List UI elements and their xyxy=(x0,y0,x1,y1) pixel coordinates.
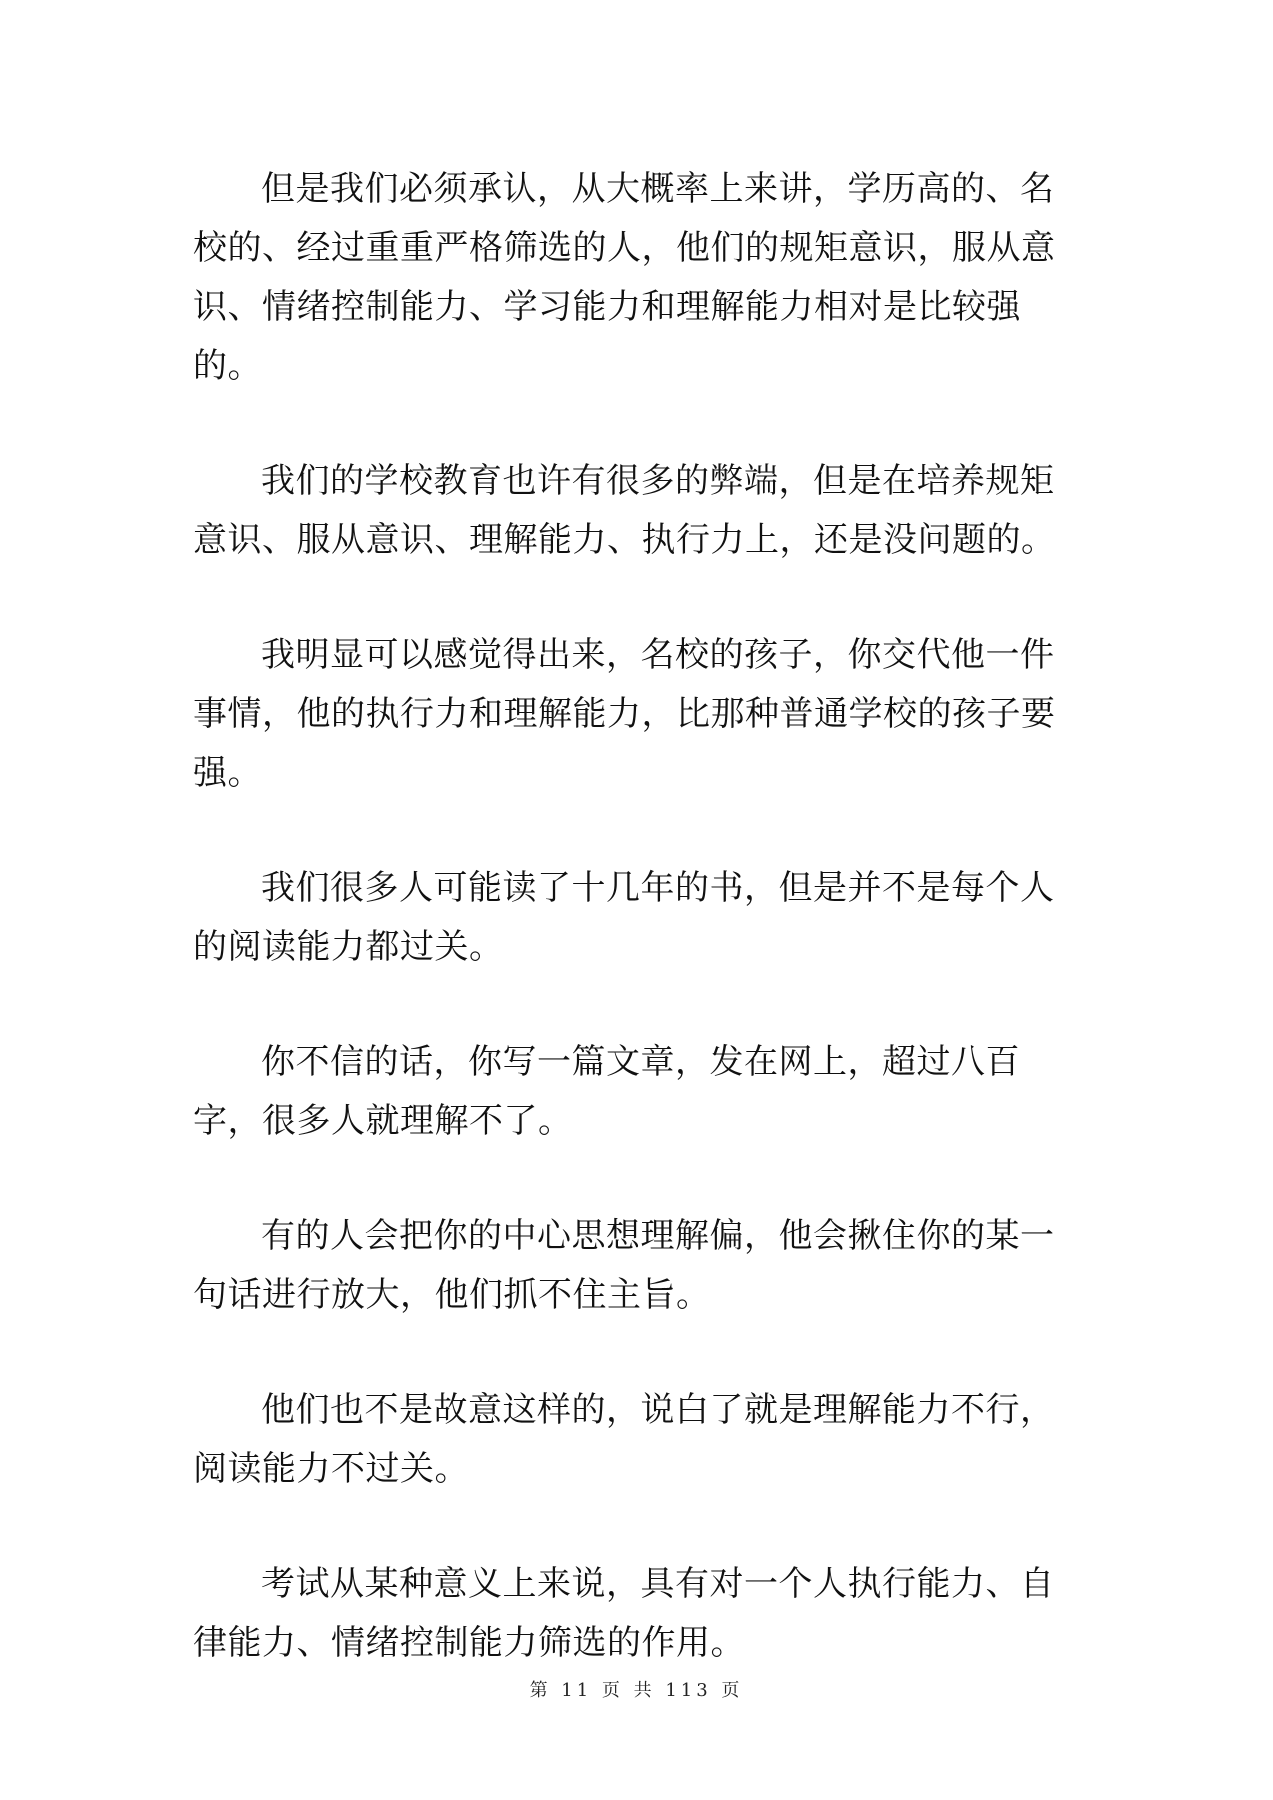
page-number-footer: 第 11 页 共 113 页 xyxy=(529,1680,744,1701)
paragraph: 我明显可以感觉得出来，名校的孩子，你交代他一件事情，他的执行力和理解能力，比那种普通学校的孩子要强。 xyxy=(193,635,1056,793)
paragraph: 有的人会把你的中心思想理解偏，他会揪住你的某一句话进行放大，他们抓不住主旨。 xyxy=(193,1216,1055,1315)
document-body xyxy=(193,160,1083,1729)
paragraph: 考试从某种意义上来说，具有对一个人执行能力、自律能力、情绪控制能力筛选的作用。 xyxy=(193,1564,1055,1663)
paragraph: 他们也不是故意这样的，说白了就是理解能力不行，阅读能力不过关。 xyxy=(193,1390,1055,1489)
paragraph: 我们很多人可能读了十几年的书，但是并不是每个人的阅读能力都过关。 xyxy=(193,868,1055,967)
paragraph: 你不信的话，你写一篇文章，发在网上，超过八百字，很多人就理解不了。 xyxy=(193,1042,1020,1141)
paragraph: 我们的学校教育也许有很多的弊端，但是在培养规矩意识、服从意识、理解能力、执行力上，还是没问题的。 xyxy=(193,461,1056,560)
paragraph: 但是我们必须承认，从大概率上来讲，学历高的、名校的、经过重重严格筛选的人，他们的规矩意识，服从意识、情绪控制能力、学习能力和理解能力相对是比较强的。 xyxy=(193,169,1056,386)
